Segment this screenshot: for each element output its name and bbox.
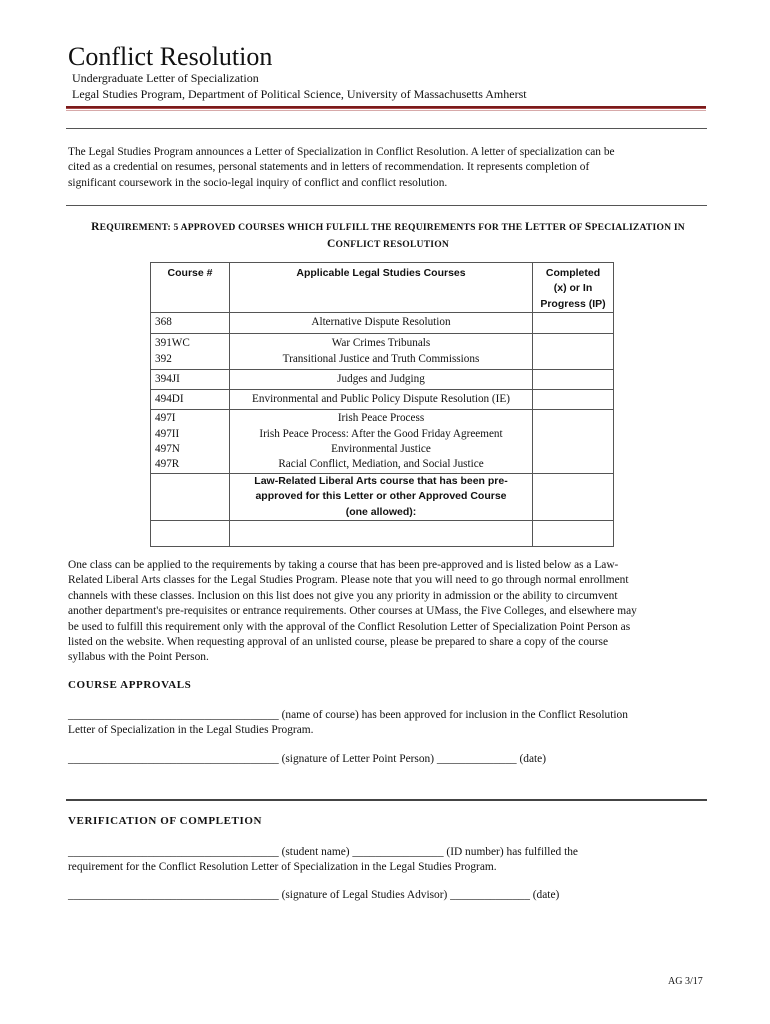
point-person-signature-line[interactable]: _____________________________________ (signature of Letter Point Person) ______________ (date) [68,753,547,765]
divider [66,205,707,206]
requirement-heading: REQUIREMENT: 5 APPROVED COURSES WHICH FULFILL THE REQUIREMENTS FOR THE LETTER OF SPECIALIZATION IN CONFLICT RESOLUTION [91,221,685,250]
course-number-input-cell[interactable] [151,521,230,547]
course-name-input-cell[interactable] [230,521,533,547]
table-header-row [151,263,614,313]
table-row [151,473,614,520]
intro-paragraph: The Legal Studies Program announces a Letter of Specialization in Conflict Resolution. A letter of specialization can be cited as a credential on resumes, personal statements and in letters of recommendation. It represents completion of significant coursework in the socio-legal inquiry of conflict and conflict resolution. [68,146,615,189]
table-row: 394JI Judges and Judging [151,370,614,390]
divider [66,799,707,801]
page-title: Conflict Resolution [68,42,273,71]
verification-heading: VERIFICATION OF COMPLETION [68,815,263,827]
col-header-course-number: Course # [151,263,230,313]
course-approvals-heading: COURSE APPROVALS [68,679,192,691]
completion-cell[interactable] [533,390,614,410]
table-row: 494DI Environmental and Public Policy Dispute Resolution (IE) [151,390,614,410]
completion-cell[interactable] [533,370,614,390]
col-header-completed: Completed (x) or In Progress (IP) [533,263,614,313]
table-row: 368 Alternative Dispute Resolution [151,313,614,334]
footer-code: AG 3/17 [668,976,703,987]
completion-cell[interactable] [533,410,614,474]
advisor-signature-line[interactable]: _____________________________________ (signature of Legal Studies Advisor) ______________ (date) [68,889,560,901]
completion-cell[interactable] [533,334,614,370]
table-row-blank [151,521,614,547]
table-row: 391WC 392 War Crimes Tribunals Transitional Justice and Truth Commissions [151,334,614,370]
student-name-line[interactable]: _____________________________________ (student name) ________________ (ID number) has fulfilled the requirement for the Conflict Resolution Letter of Specialization in the Legal Studies Program. [68,846,578,874]
approved-course-note: Law-Related Liberal Arts course that has been pre- approved for this Letter or other Approved Course (one allowed): [230,473,533,520]
subtitle: Undergraduate Letter of Specialization [72,71,259,85]
course-approval-line[interactable]: _____________________________________ (name of course) has been approved for inclusion in the Conflict Resolution Letter of Specialization in the Legal Studies Program. [68,709,628,737]
courses-table [150,262,614,547]
completion-cell[interactable] [533,313,614,334]
col-header-courses: Applicable Legal Studies Courses [230,263,533,313]
divider [66,128,707,129]
department-line: Legal Studies Program, Department of Political Science, University of Massachusetts Amherst [72,87,527,101]
body-paragraph: One class can be applied to the requirements by taking a course that has been pre-approved and is listed below as a Law- Related Liberal Arts classes for the Legal Studies Program. Please note that you will need to go through normal enrollment channels with these classes. Inclusion on this list does not give you any priority in admission or the ability to circumvent another department's pre-requisites or entrance requirements. Other courses at UMass, the Five Colleges, and elsewhere may be used to fulfill this requirement only with the approval of the Conflict Resolution Letter of Specialization Point Person as listed on the website. When requesting approval of an unlisted course, please be prepared to share a copy of the course syllabus with the Point Person. [68,559,637,664]
completion-cell[interactable] [533,521,614,547]
table-row: 497I 497II 497N 497R Irish Peace Process Irish Peace Process: After the Good Friday Agreement Environmental Justice Racial Conflict, Mediation, and Social Justice [151,410,614,474]
